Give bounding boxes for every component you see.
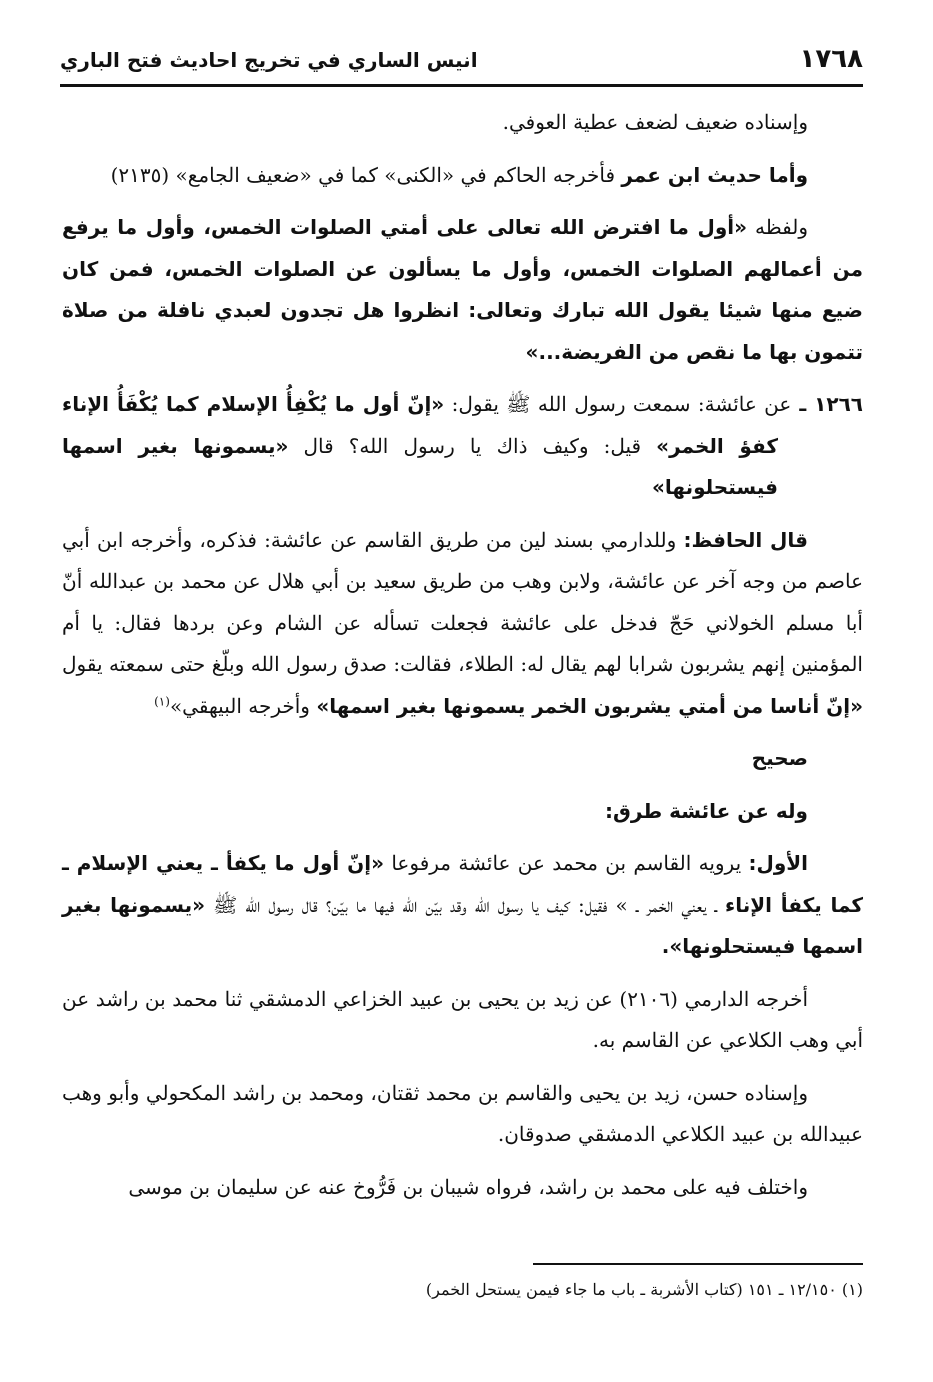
page-header [60, 40, 863, 87]
hadith-text: «إنّ أول ما يُكْفِأُ الإسلام كما يُكْفَأُ الإناء كفؤ الخمر» [62, 392, 778, 458]
turuq-heading [62, 791, 863, 833]
paragraph-isnad-weak [62, 102, 863, 144]
paragraph-isnad-hasan [62, 1073, 863, 1156]
hadith-text: «إنّ أناسا من أمتي يشربون الخمر يسمونها بغير اسمها» [316, 693, 863, 718]
hadith-number: ١٢٦٦ ـ [791, 392, 863, 416]
footnote-marker: (١) [154, 693, 170, 708]
hadith-text: «يسمونها بغير اسمها فيستحلونها» [62, 433, 778, 499]
paragraph-text: واختلف فيه على محمد بن راشد، فرواه شيبان بن فَرُّوخ عنه عن سليمان بن موسى [128, 1174, 808, 1199]
paragraph-text: وإسناده حسن، زيد بن يحيى والقاسم بن محمد ثقتان، ومحمد بن راشد المكحولي وأبو وهب عبيدالله بن عبيد الكلاعي الدمشقي صدوقان. [62, 1080, 863, 1146]
paragraph-text: وإسناده ضعيف لضعف عطية العوفي. [502, 110, 808, 134]
footnote: (١) ١٢/١٥٠ ـ ١٥١ (كتاب الأشربة ـ باب ما جاء فيمن يستحل الخمر) [425, 1280, 863, 1299]
hadith-1266 [62, 384, 863, 509]
grade-label: صحيح [751, 746, 808, 770]
paragraph-darimi [62, 979, 863, 1062]
paragraph-text: أخرجه الدارمي (٢١٠٦) عن زيد بن يحيى بن عبيد الخزاعي الدمشقي ثنا محمد بن راشد عن أبي وهب الكلاعي عن القاسم به. [62, 986, 863, 1052]
hadith-narration: قيل: وكيف ذاك يا رسول الله؟ قال [288, 433, 657, 458]
paragraph-text: يرويه القاسم بن محمد عن عائشة مرفوعا [384, 851, 749, 875]
running-title: انيس الساري في تخريج احاديث فتح الباري [60, 48, 478, 72]
paragraph-hafiz [62, 520, 863, 728]
hafiz-label: قال الحافظ: [683, 527, 808, 552]
hadith-narration: عن عائشة: سمعت رسول الله ﷺ يقول: [444, 392, 792, 416]
hadith-text: «أول ما افترض الله تعالى على أمتي الصلوات الخمس، وأول ما يرفع من أعمالهم الصلوات الخمس، وأول ما يسألون عن الصلوات الخمس، فمن كان ضيع منها شيئا يقول الله تبارك وتعالى: انظروا هل تجدون لعبدي نافلة من صلاة تتمون بها ما نقص من الفريضة...» [62, 215, 863, 364]
paragraph-text: ولفظه [747, 215, 809, 239]
turuq-label: وله عن عائشة طرق: [605, 798, 808, 823]
paragraph-text: ـ يعني الخمر ـ » فقيل: كيف يا رسول الله وقد بيّن الله فيها ما بيّن؟ قال رسول الله ﷺ [205, 892, 726, 917]
paragraph-ikhtilaf [62, 1167, 863, 1209]
hadith-text: «إنّ أول ما يكفأ ـ يعني الإسلام ـ كما يكفأ الإناء [62, 851, 863, 917]
grade-heading [62, 738, 863, 780]
paragraph-awwal [62, 843, 863, 968]
paragraph-text: وللدارمي بسند لين من طريق القاسم عن عائشة: فذكره، وأخرجه ابن أبي عاصم من وجه آخر عن عائشة، ولابن وهب من طريق سعيد بن أبي هلال عن محمد بن عبدالله أنّ أبا مسلم الخولاني حَجّ فدخل على عائشة فجعلت تسأله عن الشام وعن بردها فقال: يا أم المؤمنين إنهم يشربون شرابا لهم يقال له: الطلاء، فقالت: صدق رسول الله وبلّغ حتى سمعته يقول [62, 527, 863, 676]
paragraph-text: وأخرجه البيهقي» [169, 693, 317, 718]
page-body [62, 102, 863, 1219]
paragraph-ibn-umar [62, 155, 863, 197]
awwal-label: الأول: [748, 851, 809, 875]
footnote-divider [533, 1263, 863, 1265]
bold-lead: وأما حديث ابن عمر [621, 162, 808, 187]
hadith-text: «يسمونها بغير اسمها فيستحلونها». [62, 892, 863, 958]
paragraph-text: فأخرجه الحاكم في «الكنى» كما في «ضعيف الجامع» (٢١٣٥) [110, 162, 622, 187]
page-number: ١٧٦٨ [799, 44, 863, 74]
paragraph-lafzuh [62, 207, 863, 373]
